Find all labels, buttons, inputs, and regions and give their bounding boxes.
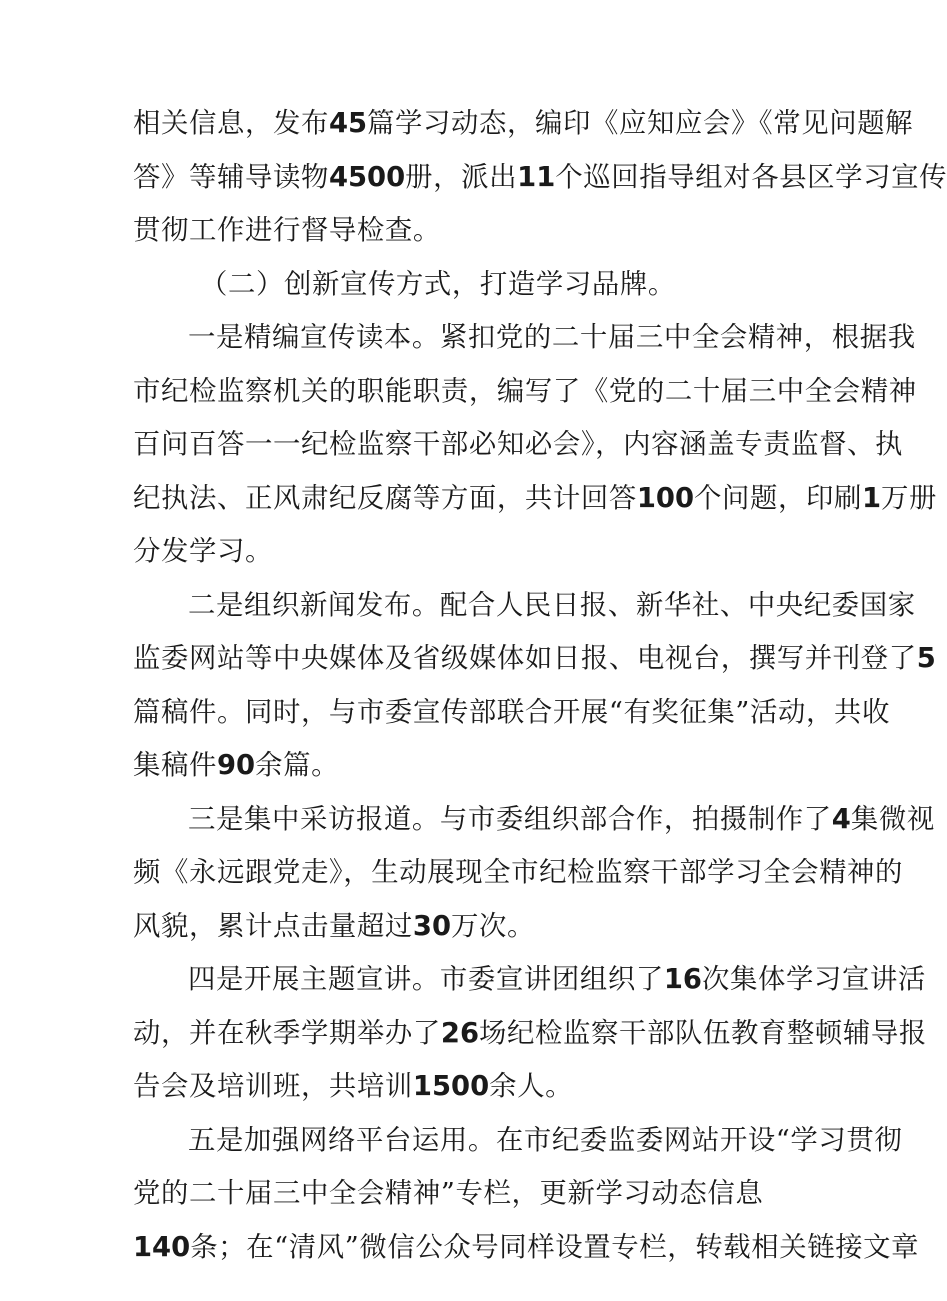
text-run: 相关信息，发布 [133,108,329,139]
paragraph [133,953,927,1114]
text-line [133,1007,927,1061]
text-run: 个问题，印刷 [694,482,862,514]
text-line [133,900,793,954]
paragraph [133,311,938,579]
text-run: 个巡回指导组对各县区学习宣传 [555,161,947,193]
text-line [133,953,926,1007]
text-run: 万册 [881,482,938,514]
text-run: （二）创新宣传方式，打造学习品牌。 [200,268,676,300]
text-line [133,418,904,472]
text-run: 场纪检监察干部队伍教育整顿辅导报 [479,1017,927,1049]
text-run: 二是组织新闻发布。配合人民日报、新华社、中央纪委国家 [188,589,916,621]
text-run: 贯彻工作进行督导检查。 [133,215,441,246]
paragraph [133,579,936,793]
text-line [133,365,917,419]
number: 45 [328,108,368,139]
text-line [133,1167,793,1221]
text-run: 万次。 [451,910,536,942]
text-run: 党的二十届三中全会精神”专栏，更新学习动态信息 [133,1178,764,1209]
text-run: 册，派出 [405,161,518,193]
text-run: 余人。 [489,1071,574,1102]
text-line [133,525,793,579]
number: 100 [636,482,695,514]
text-run: 篇稿件。同时，与市委宣传部联合开展“有奖征集”活动，共收 [133,696,890,728]
text-line [133,579,916,633]
number: 140 [133,1231,191,1263]
text-line [133,472,938,526]
text-run: 告会及培训班，共培训 [133,1071,413,1102]
text-run: 集微视 [850,803,935,835]
text-line [133,1114,903,1168]
text-run: 监委网站等中央媒体及省级媒体如日报、电视台，撰写并刊登了 [133,643,917,674]
text-line [133,1221,920,1275]
text-line [133,632,936,686]
text-run: 市纪检监察机关的职能职责，编写了《党的二十届三中全会精神 [133,375,917,407]
text-run: 四是开展主题宣讲。市委宣讲团组织了 [188,964,664,995]
text-run: 动，并在秋季学期举办了 [133,1017,441,1049]
text-run: 篇学习动态，编印《应知应会》《常见问题解 [367,108,914,139]
text-line [133,1060,793,1114]
number: 16 [663,964,702,995]
number: 4500 [328,161,406,193]
text-line [133,204,793,258]
number: 5 [916,643,936,674]
number: 11 [517,161,556,193]
text-run: 条；在“清风”微信公众号同样设置专栏，转载相关链接文章 [190,1231,920,1263]
text-line [133,151,947,205]
text-run: 频《永远跟党走》，生动展现全市纪检监察干部学习全会精神的 [133,857,904,888]
number: 1500 [412,1071,490,1102]
text-run: 风貌，累计点击量超过 [133,910,413,942]
text-line [133,739,793,793]
text-line [133,686,890,740]
text-run: 三是集中采访报道。与市委组织部合作，拍摄制作了 [188,803,832,835]
text-line [133,793,935,847]
number: 90 [216,750,256,781]
paragraph [133,793,935,954]
document-body [133,97,947,1274]
text-run: 答》等辅导读物 [133,161,329,193]
text-run: 余篇。 [255,750,340,781]
text-line [133,311,916,365]
text-line [133,97,914,151]
number: 4 [831,803,851,835]
text-run: 五是加强网络平台运用。在市纪委监委网站开设“学习贯彻 [188,1124,903,1156]
number: 1 [861,482,882,514]
text-run: 分发学习。 [133,536,273,567]
text-run: 一是精编宣传读本。紧扣党的二十届三中全会精神，根据我 [188,322,916,353]
number: 30 [412,910,452,942]
text-run: 次集体学习宣讲活 [701,964,926,995]
section-heading [133,258,793,312]
text-line [133,258,793,312]
text-run: 纪执法、正风肃纪反腐等方面，共计回答 [133,482,637,514]
paragraph [133,1114,920,1275]
number: 26 [440,1017,480,1049]
text-line [133,846,904,900]
text-run: 集稿件 [133,750,217,781]
paragraph [133,97,947,258]
text-run: 百问百答一一纪检监察干部必知必会》，内容涵盖专责监督、执 [133,429,904,460]
